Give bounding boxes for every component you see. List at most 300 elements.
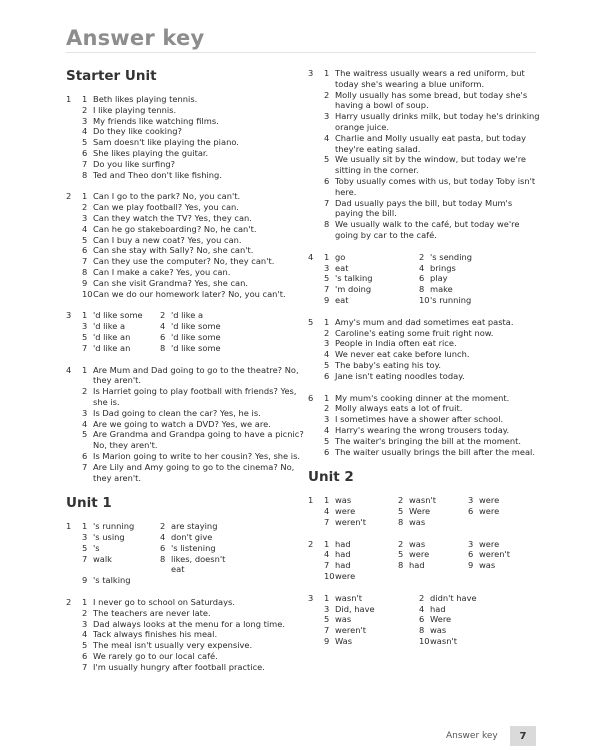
item-text: Was [335, 636, 353, 647]
answer-item [82, 532, 160, 543]
item-text: was [335, 495, 352, 506]
item-number: 2 [419, 251, 425, 262]
item-number: 7 [324, 197, 330, 208]
item-text: weren't [335, 516, 367, 527]
item-number: 2 [160, 521, 166, 532]
item-text: The teachers are never late. [93, 607, 211, 618]
answer-item [82, 575, 160, 586]
item-text: We usually sit by the window, but today we're sitting in the corner. [335, 154, 527, 176]
item-text: 'd like some [171, 321, 221, 332]
item-text: was [479, 560, 496, 571]
item-number: 2 [398, 538, 404, 549]
item-number: 4 [419, 603, 425, 614]
item-number: 10 [324, 571, 335, 582]
item-text: was [409, 516, 426, 527]
exercise-block [66, 597, 306, 673]
answer-item [82, 202, 306, 213]
answer-grid [82, 521, 306, 586]
answer-item [419, 295, 509, 306]
item-text: The baby's eating his toy. [335, 359, 441, 370]
answer-item [82, 386, 306, 408]
answer-grid [324, 495, 540, 527]
answer-list [82, 365, 306, 484]
item-text [479, 571, 528, 582]
item-text: My mum's cooking dinner at the moment. [335, 392, 510, 403]
item-text: Molly always eats a lot of fruit. [335, 403, 463, 414]
answer-grid [324, 593, 540, 647]
answer-item [82, 521, 160, 532]
item-text: My friends like watching films. [93, 115, 219, 126]
answer-list [82, 191, 306, 299]
exercise-block [308, 68, 540, 241]
item-number: 3 [82, 618, 88, 629]
item-text: don't give [171, 532, 213, 543]
item-text: wasn't [409, 495, 436, 506]
item-number: 1 [324, 251, 330, 262]
answer-grid [82, 310, 306, 353]
exercise-block [66, 94, 306, 180]
exercise-block [308, 252, 540, 306]
exercise-number: 3 [308, 68, 314, 78]
item-text: Are we going to watch a DVD? Yes, we are. [93, 418, 271, 429]
answer-item [82, 148, 306, 159]
item-text: were [479, 538, 500, 549]
item-text: Are Grandma and Grandpa going to have a picnic? No, they aren't. [93, 429, 304, 451]
answer-item [82, 94, 306, 105]
item-number: 3 [324, 414, 330, 425]
item-number: 6 [468, 549, 474, 560]
item-text: walk [93, 553, 112, 564]
item-number: 4 [419, 262, 425, 273]
item-text: Is Dad going to clean the car? Yes, he is. [93, 407, 261, 418]
item-number: 7 [82, 256, 88, 267]
answer-item [324, 614, 419, 625]
item-text: 'm doing [335, 284, 372, 295]
answer-item [398, 517, 468, 528]
left-column [66, 68, 306, 684]
item-text: Harry usually drinks milk, but today he's drinking orange juice. [335, 111, 540, 132]
item-text: make [430, 284, 453, 295]
item-text: Do they like cooking? [93, 126, 182, 137]
item-number: 4 [324, 506, 330, 517]
item-number: 4 [160, 321, 166, 332]
exercise-number: 2 [66, 191, 72, 202]
item-text: 'd like an [93, 331, 131, 342]
item-number: 5 [324, 154, 330, 165]
item-number: 8 [419, 284, 425, 295]
item-number: 5 [324, 273, 330, 284]
item-number: 3 [324, 338, 330, 349]
answer-item [324, 198, 540, 220]
answer-item [82, 235, 306, 246]
answer-item [82, 408, 306, 419]
answer-item [82, 543, 160, 554]
item-text: Can they use the computer? No, they can't. [93, 256, 275, 267]
item-text: 'd like some [171, 342, 221, 353]
item-text: eat [335, 262, 349, 273]
item-text [171, 575, 240, 586]
exercise-block [308, 539, 540, 582]
item-text: was [335, 614, 352, 625]
item-number: 8 [324, 219, 330, 230]
answer-item [82, 597, 306, 608]
item-text: Is Harriet going to play football with friends? Yes, she is. [93, 386, 297, 407]
exercise-block [66, 310, 306, 353]
item-number: 2 [82, 202, 88, 213]
item-number: 7 [324, 284, 330, 295]
answer-item [82, 321, 160, 332]
item-text: 'd like some [171, 331, 221, 342]
item-text: 'd like a [93, 321, 126, 332]
item-text: eat [335, 294, 349, 305]
answer-item [468, 495, 528, 506]
answer-item [324, 328, 540, 339]
exercise-number: 3 [66, 310, 72, 321]
item-number: 1 [82, 310, 88, 321]
item-number: 2 [82, 104, 88, 115]
item-number: 3 [82, 407, 88, 418]
item-number: 4 [82, 223, 88, 234]
answer-item [82, 126, 306, 137]
item-text: Dad always looks at the menu for a long time. [93, 618, 285, 629]
item-number [398, 571, 409, 582]
answer-item [398, 495, 468, 506]
item-number: 2 [160, 310, 166, 321]
item-text: 's talking [335, 273, 373, 284]
exercise-number: 2 [308, 538, 314, 549]
answer-item [160, 575, 240, 586]
item-text: 's running [430, 294, 472, 305]
item-text: I like playing tennis. [93, 104, 177, 115]
item-text [479, 517, 528, 528]
answer-item [324, 517, 398, 528]
item-text: 'd like some [93, 310, 143, 321]
item-text: Can I go to the park? No, you can't. [93, 191, 241, 202]
item-text: 's running [93, 521, 135, 532]
item-number: 1 [324, 316, 330, 327]
answer-item [468, 539, 528, 550]
answer-item [160, 521, 240, 532]
exercise-block [66, 521, 306, 586]
item-number [160, 575, 171, 586]
answer-list [324, 317, 540, 382]
item-number: 1 [82, 364, 88, 375]
item-number: 5 [82, 137, 88, 148]
answer-list [82, 597, 306, 673]
answer-item [419, 604, 509, 615]
item-number: 6 [82, 245, 88, 256]
unit-section [308, 68, 540, 457]
answer-item [324, 506, 398, 517]
item-number: 6 [324, 175, 330, 186]
exercise-number: 6 [308, 392, 314, 403]
answer-item [160, 332, 240, 343]
item-text: Amy's mum and dad sometimes eat pasta. [335, 316, 514, 327]
item-text: wasn't [335, 592, 362, 603]
item-text: had [430, 603, 446, 614]
item-text: Beth likes playing tennis. [93, 94, 198, 104]
item-number: 1 [324, 392, 330, 403]
answer-item [324, 111, 540, 133]
answer-grid [324, 252, 540, 306]
answer-item [324, 549, 398, 560]
answer-item [82, 191, 306, 202]
answer-item [82, 662, 306, 673]
item-number: 8 [160, 553, 166, 564]
item-number: 6 [324, 446, 330, 457]
item-number: 3 [324, 262, 330, 273]
item-text: weren't [335, 625, 367, 636]
answer-item [324, 625, 419, 636]
answer-item [82, 608, 306, 619]
answer-item [419, 273, 509, 284]
item-text: weren't [479, 549, 511, 560]
item-number: 8 [160, 342, 166, 353]
item-text: The waiter's bringing the bill at the moment. [335, 435, 522, 446]
answer-item [82, 419, 306, 430]
answer-item [160, 554, 240, 576]
item-number: 9 [324, 294, 330, 305]
answer-item [82, 116, 306, 127]
item-number: 1 [324, 495, 330, 506]
answer-item [324, 338, 540, 349]
exercise-block [308, 593, 540, 647]
answer-item [419, 636, 509, 647]
right-column [308, 68, 540, 658]
item-text: 's using [93, 532, 125, 543]
item-text: had [335, 560, 351, 571]
item-number: 3 [82, 321, 88, 332]
answer-item [160, 532, 240, 543]
item-number: 4 [82, 126, 88, 137]
item-text: Can we play football? Yes, you can. [93, 202, 239, 213]
answer-item [324, 393, 540, 404]
exercise-block [308, 495, 540, 527]
item-text: Were [430, 614, 452, 625]
item-number: 3 [324, 111, 330, 122]
item-text: Dad usually pays the bill, but today Mum's paying the bill. [335, 197, 513, 219]
answer-item [82, 343, 160, 354]
item-number: 3 [468, 495, 474, 506]
item-number: 6 [419, 273, 425, 284]
item-number: 9 [82, 575, 88, 586]
item-number: 6 [82, 450, 88, 461]
item-text: Caroline's eating some fruit right now. [335, 327, 494, 338]
item-text: Molly usually has some bread, but today she's having a bowl of soup. [335, 89, 528, 111]
item-text: She likes playing the guitar. [93, 147, 209, 158]
item-text: 's listening [171, 542, 216, 553]
answer-item [160, 321, 240, 332]
answer-item [324, 154, 540, 176]
answer-item [82, 332, 160, 343]
answer-list [324, 68, 540, 241]
item-text: I never go to school on Saturdays. [93, 597, 236, 608]
answer-list [324, 393, 540, 458]
answer-item [82, 245, 306, 256]
answer-item [324, 317, 540, 328]
answer-item [82, 256, 306, 267]
answer-item [82, 289, 306, 300]
item-text: We rarely go to our local café. [93, 651, 218, 662]
item-number: 8 [82, 266, 88, 277]
answer-item [468, 506, 528, 517]
item-number [468, 517, 479, 528]
item-number: 2 [82, 386, 88, 397]
item-number: 1 [324, 538, 330, 549]
answer-item [419, 284, 509, 295]
item-text: Sam doesn't like playing the piano. [93, 137, 239, 148]
item-number: 6 [419, 614, 425, 625]
answer-item [398, 549, 468, 560]
exercise-number: 5 [308, 316, 314, 327]
item-number: 5 [82, 331, 88, 342]
exercise-block [66, 365, 306, 484]
item-text: are staying [171, 521, 218, 532]
item-number: 7 [324, 625, 330, 636]
item-number: 8 [419, 625, 425, 636]
item-number: 4 [160, 532, 166, 543]
item-text: I sometimes have a shower after school. [335, 414, 504, 425]
item-number: 6 [324, 370, 330, 381]
exercise-block [308, 317, 540, 382]
answer-item [468, 517, 528, 528]
item-number: 6 [82, 147, 88, 158]
item-text: were [479, 495, 500, 506]
item-text: 'd like an [93, 342, 131, 353]
item-number: 3 [82, 212, 88, 223]
item-number: 7 [82, 158, 88, 169]
answer-item [398, 560, 468, 571]
answer-item [82, 462, 306, 484]
title-divider [66, 52, 536, 53]
item-number: 1 [324, 68, 330, 78]
item-text: Were [409, 506, 431, 517]
item-number: 1 [82, 94, 88, 104]
item-number: 5 [82, 234, 88, 245]
item-text: Are Mum and Dad going to go to the theatre? No, they aren't. [93, 364, 299, 386]
answer-grid [324, 539, 540, 582]
answer-item [324, 349, 540, 360]
item-text: were [479, 506, 500, 517]
item-number: 7 [82, 461, 88, 472]
item-text: Can I make a cake? Yes, you can. [93, 266, 231, 277]
item-number: 2 [82, 607, 88, 618]
answer-item [82, 365, 306, 387]
item-number: 7 [324, 516, 330, 527]
item-number: 5 [324, 359, 330, 370]
item-number: 1 [324, 592, 330, 603]
unit-heading: Unit 2 [308, 469, 354, 486]
item-number: 6 [160, 542, 166, 553]
answer-item [324, 447, 540, 458]
exercise-number: 4 [66, 364, 72, 375]
item-text: was [409, 538, 426, 549]
answer-item [324, 539, 398, 550]
unit-section [66, 495, 306, 672]
item-text: brings [430, 262, 456, 273]
item-text: Ted and Theo don't like fishing. [93, 169, 222, 180]
item-number: 5 [82, 640, 88, 651]
item-text: We never eat cake before lunch. [335, 349, 470, 360]
item-text [409, 571, 468, 582]
answer-item [82, 651, 306, 662]
answer-item [468, 560, 528, 571]
item-text: The waitress usually wears a red uniform, but today she's wearing a blue uniform. [335, 68, 525, 89]
item-text: 's [93, 542, 100, 553]
item-text: had [409, 560, 425, 571]
item-number: 4 [82, 418, 88, 429]
item-number: 2 [419, 592, 425, 603]
item-number: 4 [324, 424, 330, 435]
answer-item [82, 105, 306, 116]
answer-item [82, 170, 306, 181]
exercise-number: 1 [66, 521, 72, 532]
item-text: were [335, 571, 356, 582]
item-text: likes, doesn't eat [171, 553, 226, 575]
item-text: Can she stay with Sally? No, she can't. [93, 245, 254, 256]
item-text: Can I buy a new coat? Yes, you can. [93, 234, 242, 245]
answer-item [324, 360, 540, 371]
answer-item [324, 560, 398, 571]
item-number: 4 [324, 132, 330, 143]
item-number: 2 [324, 403, 330, 414]
item-text: Can they watch the TV? Yes, they can. [93, 212, 252, 223]
answer-item [82, 267, 306, 278]
answer-item [160, 343, 240, 354]
answer-item [82, 554, 160, 576]
answer-item [324, 425, 540, 436]
exercise-block [66, 191, 306, 299]
item-number: 5 [398, 549, 404, 560]
item-text: We usually walk to the café, but today we're going by car to the café. [335, 219, 520, 240]
answer-item [324, 284, 419, 295]
item-number: 8 [398, 560, 404, 571]
item-number: 2 [324, 89, 330, 100]
answer-item [324, 495, 398, 506]
item-number: 5 [324, 435, 330, 446]
item-number: 5 [324, 614, 330, 625]
item-text: People in India often eat rice. [335, 338, 457, 349]
answer-item [324, 414, 540, 425]
answer-item [82, 429, 306, 451]
item-text: had [335, 538, 351, 549]
item-number: 10 [419, 294, 430, 305]
item-text: were [409, 549, 430, 560]
answer-item [398, 539, 468, 550]
answer-item [324, 252, 419, 263]
exercise-block [308, 393, 540, 458]
exercise-number: 3 [308, 592, 314, 603]
item-number: 6 [160, 331, 166, 342]
item-number: 4 [82, 629, 88, 640]
answer-item [324, 273, 419, 284]
item-text: The waiter usually brings the bill after the meal. [335, 446, 536, 457]
footer-label: Answer key [446, 731, 498, 741]
answer-item [324, 176, 540, 198]
answer-item [82, 619, 306, 630]
answer-item [324, 90, 540, 112]
answer-item [82, 310, 160, 321]
answer-item [324, 295, 419, 306]
answer-item [82, 640, 306, 651]
item-text: had [335, 549, 351, 560]
item-number: 4 [324, 549, 330, 560]
item-number: 8 [398, 516, 404, 527]
answer-item [324, 571, 398, 582]
item-number: 1 [82, 597, 88, 608]
item-number: 2 [324, 327, 330, 338]
answer-item [324, 263, 419, 274]
